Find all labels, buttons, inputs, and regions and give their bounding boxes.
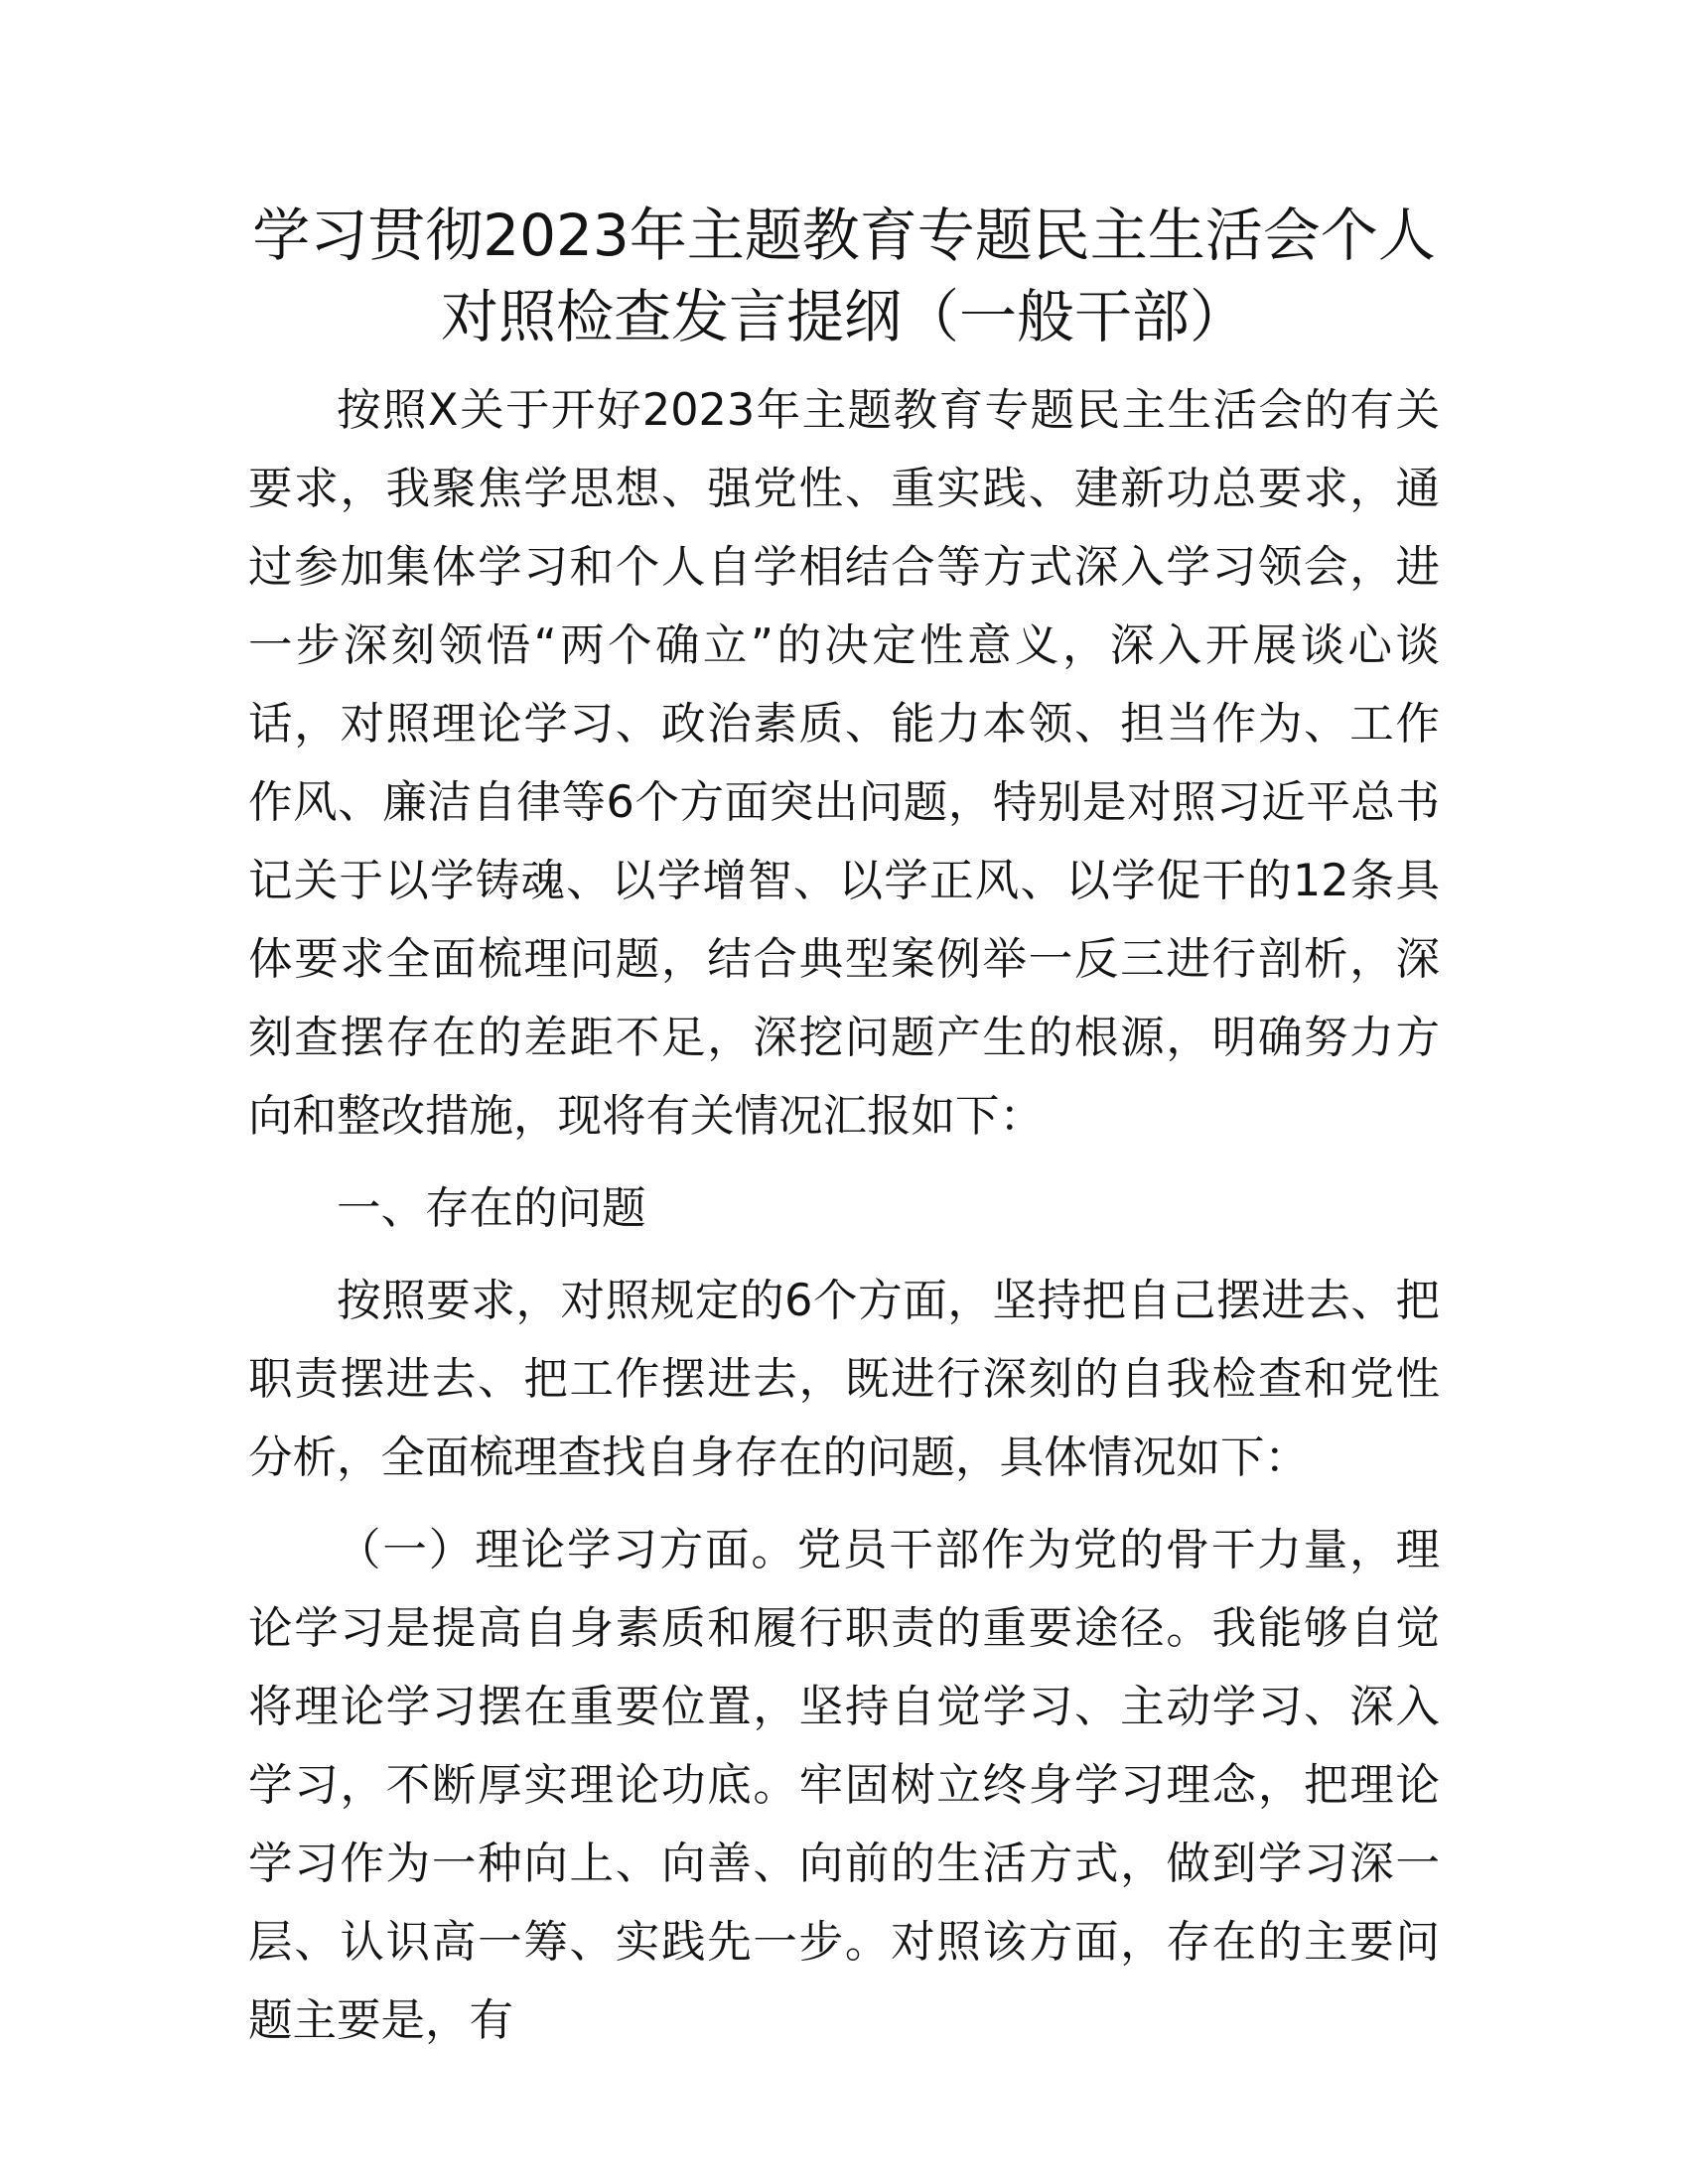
document-body <box>248 195 1440 2060</box>
theory-study-paragraph: （一）理论学习方面。党员干部作为党的骨干力量，理论学习是提高自身素质和履行职责的重要途径。我能够自觉将理论学习摆在重要位置，坚持自觉学习、主动学习、深入学习，不断厚实理论功底。牢固树立终身学习理念，把理论学习作为一种向上、向善、向前的生活方式，做到学习深一层、认识高一筹、实践先一步。对照该方面，存在的主要问题主要是，有 <box>248 1525 1440 2046</box>
document-title-line-2: 对照检查发言提纲（一般干部） <box>440 283 1247 350</box>
document-title-line-1: 学习贯彻2023年主题教育专题民主生活会个人 <box>252 202 1436 269</box>
document-title <box>248 195 1440 357</box>
method-paragraph: 按照要求，对照规定的6个方面，坚持把自己摆进去、把职责摆进去、把工作摆进去，既进行深刻的自我检查和党性分析，全面梳理查找自身存在的问题，具体情况如下： <box>248 1276 1440 1483</box>
intro-paragraph: 按照X关于开好2023年主题教育专题民主生活会的有关要求，我聚焦学思想、强党性、重实践、建新功总要求，通过参加集体学习和个人自学相结合等方式深入学习领会，进一步深刻领悟“两个确立”的决定性意义，深入开展谈心谈话，对照理论学习、政治素质、能力本领、担当作为、工作作风、廉洁自律等6个方面突出问题，特别是对照习近平总书记关于以学铸魂、以学增智、以学正风、以学促干的12条具体要求全面梳理问题，结合典型案例举一反三进行剖析，深刻查摆存在的差距不足，深挖问题产生的根源，明确努力方向和整改措施，现将有关情况汇报如下： <box>248 385 1440 1142</box>
section-heading: 一、存在的问题 <box>337 1183 646 1234</box>
